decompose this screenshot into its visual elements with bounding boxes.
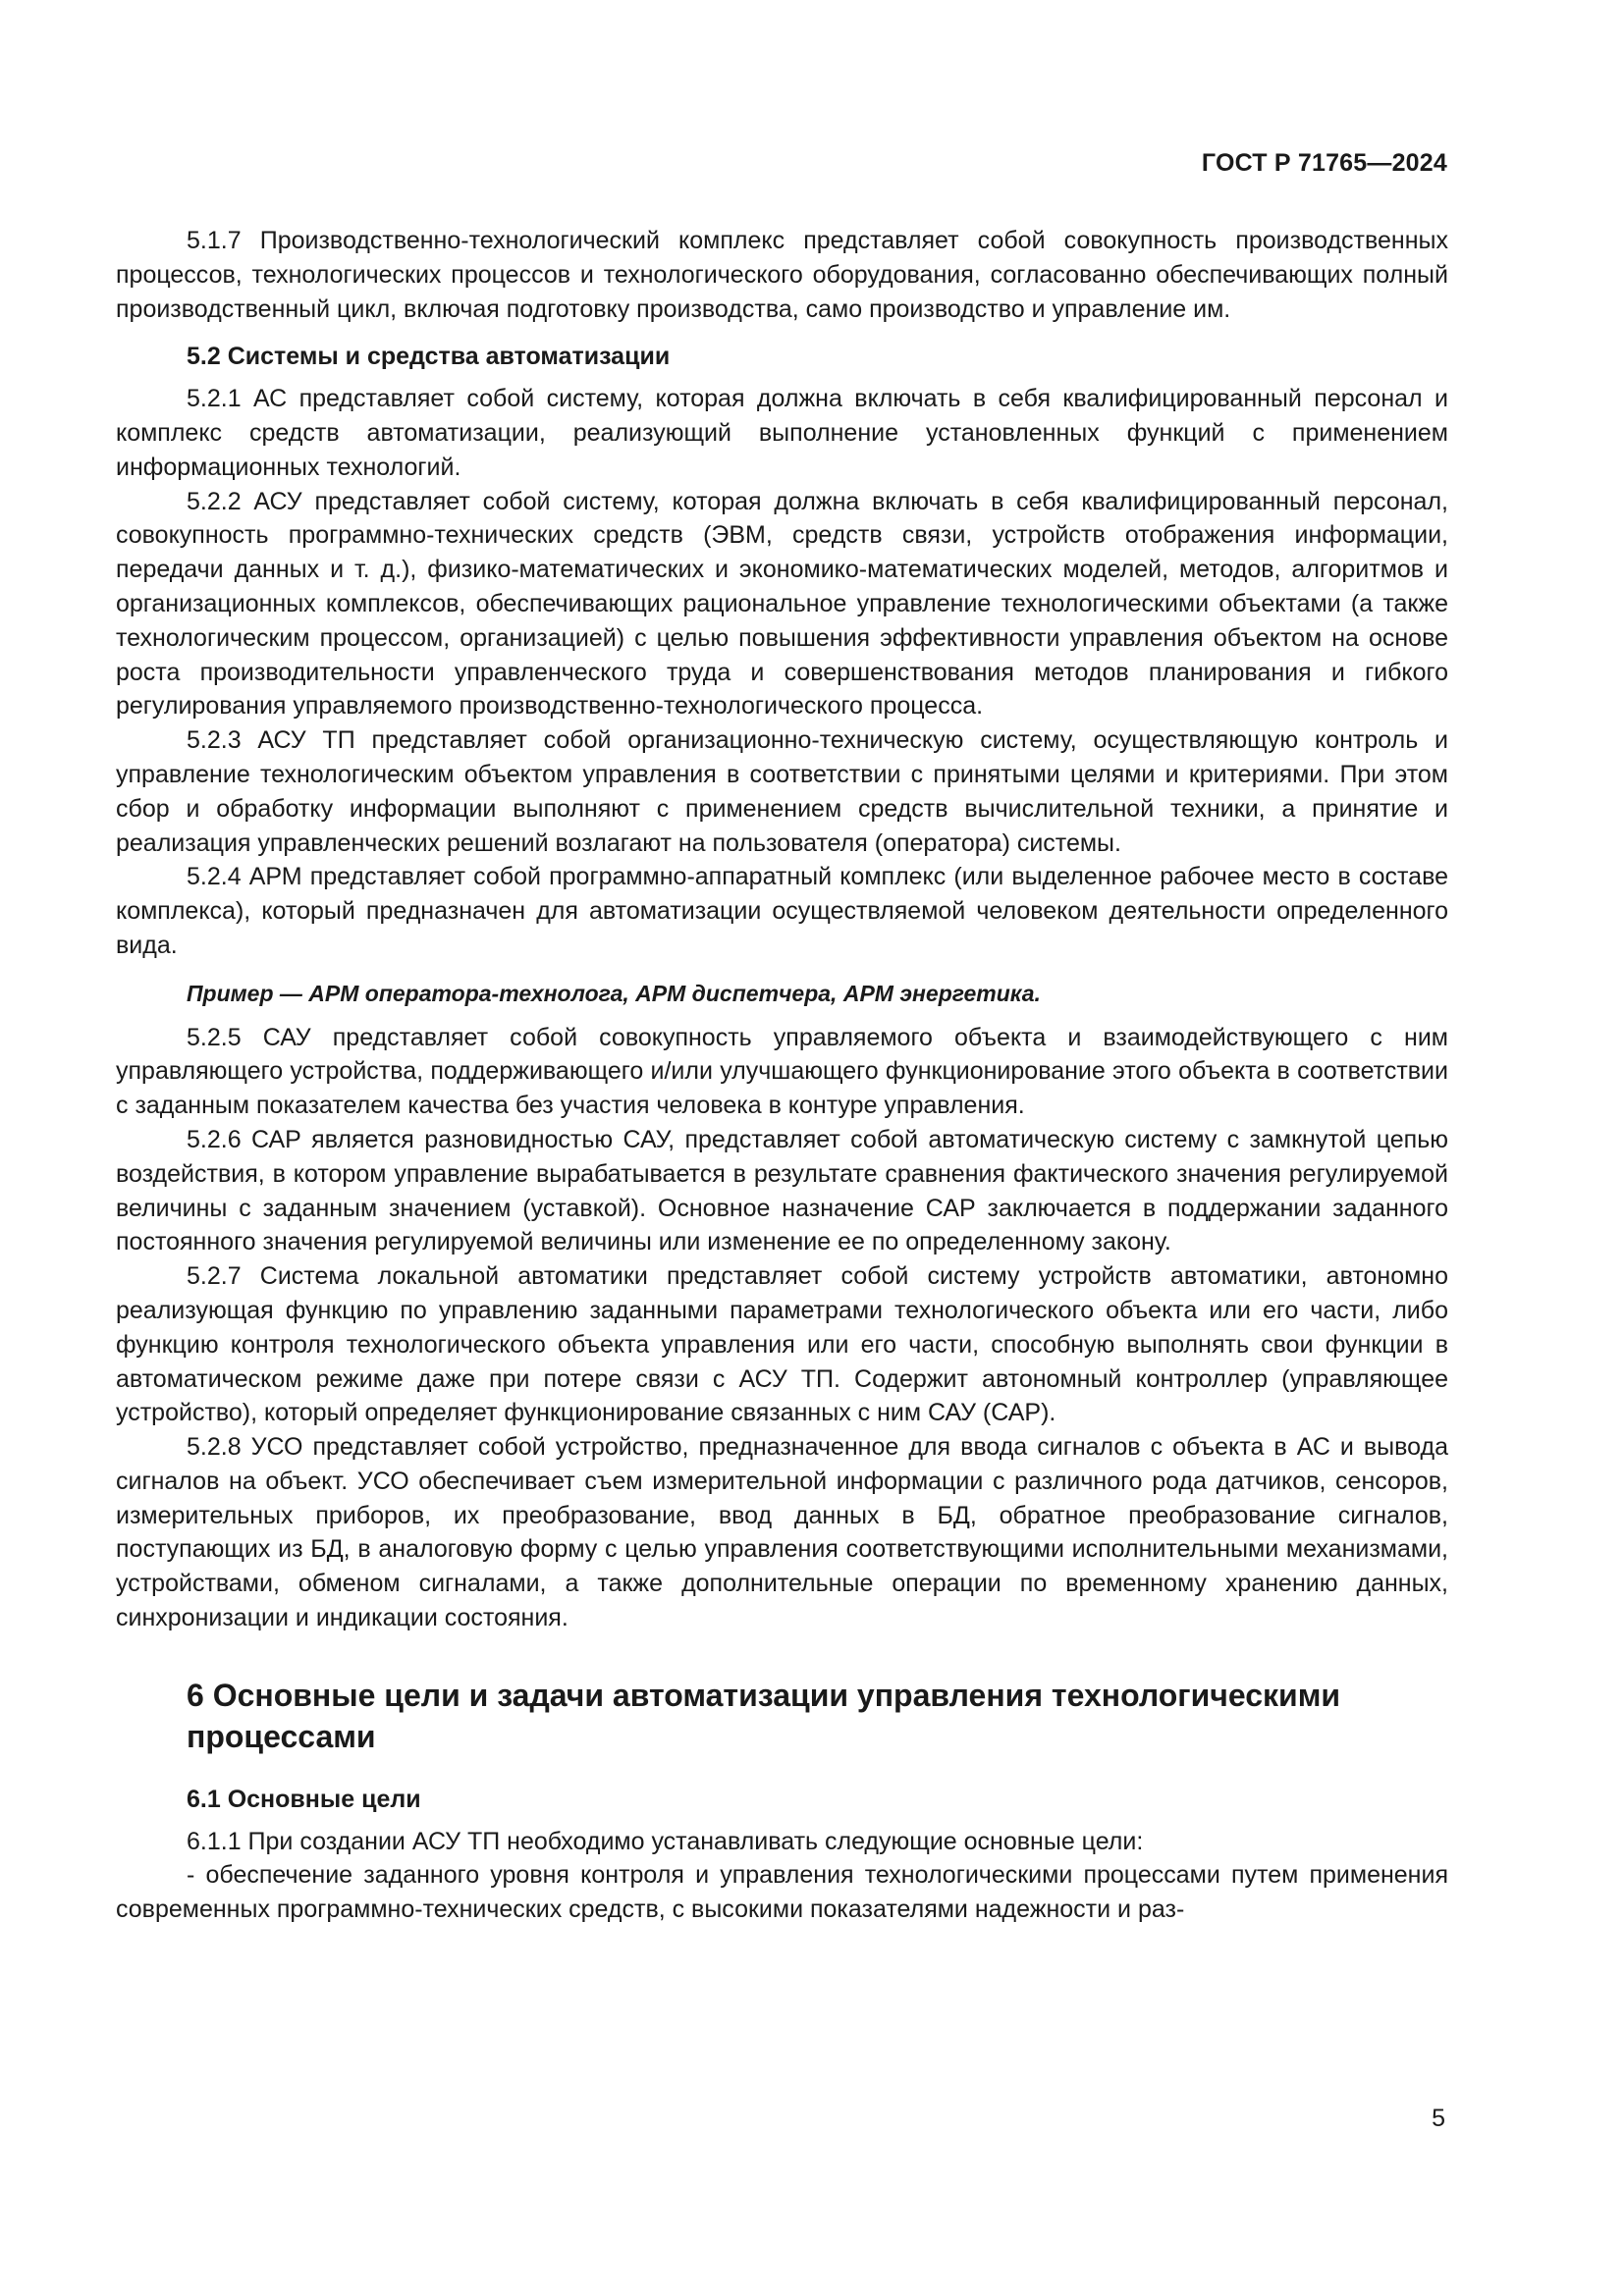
- document-body: [116, 224, 1448, 1927]
- paragraph-5-1-7: 5.1.7 Производственно-технологический комплекс представляет собой совокупность производственных процессов, технологических процессов и технологического оборудования, согласованно обеспечивающих полный производственный цикл, включая подготовку производства, само производство и управление им.: [116, 227, 1448, 323]
- heading-5-2: 5.2 Системы и средства автоматизации: [187, 343, 671, 371]
- heading-section-6: 6 Основные цели и задачи автоматизации управления технологическими процессами: [187, 1677, 1341, 1754]
- paragraph-5-2-7: 5.2.7 Система локальной автоматики представляет собой систему устройств автоматики, автономно реализующая функцию по управлению заданными параметрами технологического объекта или его части, либо функцию контроля технологического объекта управления или его части, способную выполнять свои функции в автоматическом режиме даже при потере связи с АСУ ТП. Содержит автономный контроллер (управляющее устройство), который определяет функционирование связанных с ним САУ (САР).: [116, 1262, 1448, 1427]
- list-item-goal-1: - обеспечение заданного уровня контроля и управления технологическими процессами путем применения современных программно-технических средств, с высокими показателями надежности и раз-: [116, 1861, 1448, 1924]
- paragraph-5-2-3: 5.2.3 АСУ ТП представляет собой организационно-техническую систему, осуществляющую контроль и управление технологическим объектом управления в соответствии с принятыми целями и критериями. При этом сбор и обработку информации выполняют с применением средств вычислительной техники, а принятие и реализация управленческих решений возлагают на пользователя (оператора) системы.: [116, 726, 1448, 857]
- heading-6-1: 6.1 Основные цели: [187, 1785, 421, 1813]
- paragraph-5-2-1: 5.2.1 АС представляет собой систему, которая должна включать в себя квалифицированный персонал и комплекс средств автоматизации, реализующий выполнение установленных функций с применением информационных технологий.: [116, 385, 1448, 481]
- paragraph-5-2-5: 5.2.5 САУ представляет собой совокупность управляемого объекта и взаимодействующего с ним управляющего устройства, поддерживающего и/или улучшающего функционирование этого объекта в соответствии с заданным показателем качества без участия человека в контуре управления.: [116, 1023, 1448, 1120]
- example-note: Пример — АРМ оператора-технолога, АРМ диспетчера, АРМ энергетика.: [187, 980, 1041, 1006]
- paragraph-6-1-1: 6.1.1 При создании АСУ ТП необходимо устанавливать следующие основные цели:: [187, 1827, 1144, 1855]
- paragraph-5-2-8: 5.2.8 УСО представляет собой устройство, предназначенное для ввода сигналов с объекта в АС и вывода сигналов на объект. УСО обеспечивает съем измерительной информации с различного рода датчиков, сенсоров, измерительных приборов, их преобразование, ввод данных в БД, обратное преобразование сигналов, поступающих из БД, в аналоговую форму с целью управления соответствующими исполнительными механизмами, устройствами, обменом сигналами, а также дополнительные операции по временному хранению данных, синхронизации и индикации состояния.: [116, 1433, 1448, 1632]
- paragraph-5-2-4: 5.2.4 АРМ представляет собой программно-аппаратный комплекс (или выделенное рабочее место в составе комплекса), который предназначен для автоматизации осуществляемой человеком деятельности определенного вида.: [116, 863, 1448, 959]
- paragraph-5-2-2: 5.2.2 АСУ представляет собой систему, которая должна включать в себя квалифицированный персонал, совокупность программно-технических средств (ЭВМ, средств связи, устройств отображения информации, передачи данных и т. д.), физико-математических и экономико-математических моделей, методов, алгоритмов и организационных комплексов, обеспечивающих рациональное управление технологическими объектами (а также технологическим процессом, организацией) с целью повышения эффективности управления объектом на основе роста производительности управленческого труда и совершенствования методов планирования и гибкого регулирования управляемого производственно-технологического процесса.: [116, 487, 1448, 721]
- document-code-header: ГОСТ Р 71765—2024: [1201, 149, 1447, 177]
- page-number: 5: [1432, 2105, 1445, 2132]
- paragraph-5-2-6: 5.2.6 САР является разновидностью САУ, представляет собой автоматическую систему с замкнутой цепью воздействия, в котором управление вырабатывается в результате сравнения фактического значения регулируемой величины с заданным значением (уставкой). Основное назначение САР заключается в поддержании заданного постоянного значения регулируемой величины или изменение ее по определенному закону.: [116, 1125, 1448, 1256]
